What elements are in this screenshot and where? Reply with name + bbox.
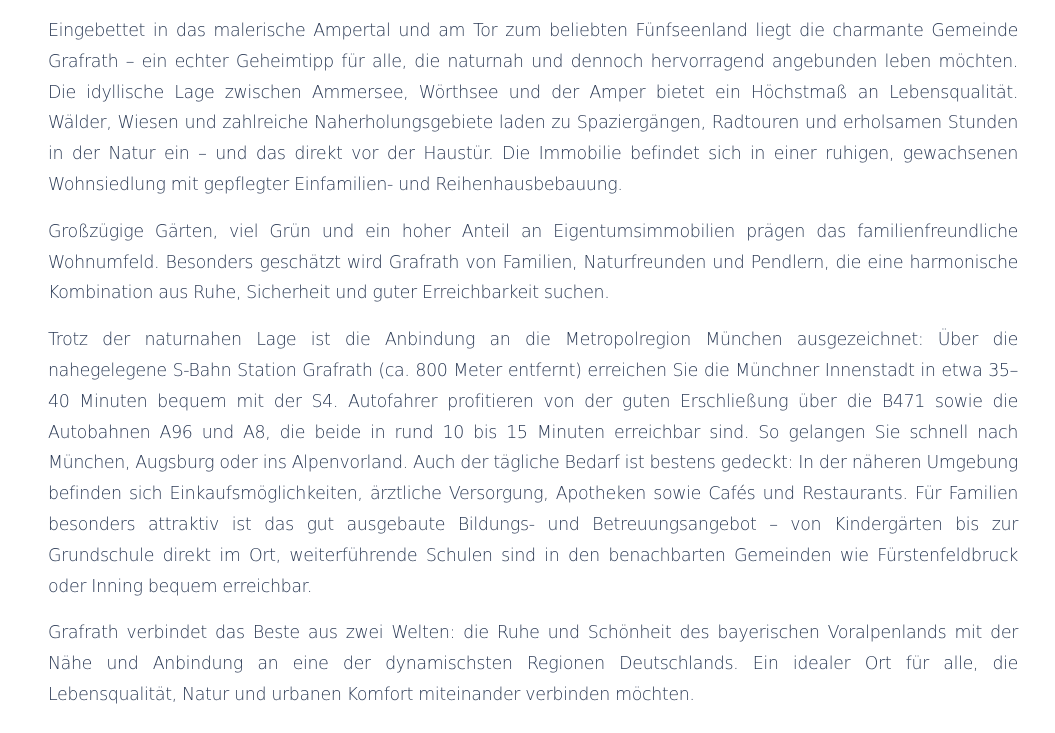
paragraph-summary: Grafrath verbindet das Beste aus zwei Welten: die Ruhe und Schönheit des bayerischen Voralpenlands mit der Nähe und Anbindung an eine der dynamischsten Regionen Deutschlands. Ein idealer Ort für alle, die Lebensqualität, Natur und urbanen Komfort miteinander verbinden möchten. <box>48 623 1018 705</box>
paragraph-neighborhood: Großzügige Gärten, viel Grün und ein hoher Anteil an Eigentumsimmobilien prägen das familienfreundliche Wohnumfeld. Besonders geschätzt wird Grafrath von Familien, Naturfreunden und Pendlern, die eine harmonische Kombination aus Ruhe, Sicherheit und guter Erreichbarkeit suchen. <box>48 221 1018 304</box>
paragraph-transport-infrastructure: Trotz der naturnahen Lage ist die Anbindung an die Metropolregion München ausgezeichnet: Über die nahegelegene S-Bahn Station Grafrath (ca. 800 Meter entfernt) erreichen Sie die Münchner Innenstadt in etwa 35–40 Minuten bequem mit der S4. Autofahrer profitieren von der guten Erschließung über die B471 sowie die Autobahnen A96 und A8, die beide in rund 10 bis 15 Minuten erreichbar sind. So gelangen Sie schnell nach München, Augsburg oder ins Alpenvorland. Auch der tägliche Bedarf ist bestens gedeckt: In der näheren Umgebung befinden sich Einkaufsmöglichkeiten, ärztliche Versorgung, Apotheken sowie Cafés und Restaurants. Für Familien besonders attraktiv ist das gut ausgebaute Bildungs- und Betreuungsangebot – von Kindergärten bis zur Grundschule direkt im Ort, weiterführende Schulen sind in den benachbarten Gemeinden wie Fürstenfeldbruck oder Inning bequem erreichbar. <box>48 330 1018 597</box>
paragraph-intro: Eingebettet in das malerische Ampertal und am Tor zum beliebten Fünfseenland liegt die charmante Gemeinde Grafrath – ein echter Geheimtipp für alle, die naturnah und dennoch hervorragend angebunden leben möchten. Die idyllische Lage zwischen Ammersee, Wörthsee und der Amper bietet ein Höchstmaß an Lebensqualität. Wälder, Wiesen und zahlreiche Naherholungsgebiete laden zu Spaziergängen, Radtouren und erholsamen Stunden in der Natur ein – und das direkt vor der Haustür. Die Immobilie befindet sich in einer ruhigen, gewachsenen Wohnsiedlung mit gepflegter Einfamilien- und Reihenhausbebauung. <box>48 21 1018 195</box>
location-description <box>48 16 1018 727</box>
